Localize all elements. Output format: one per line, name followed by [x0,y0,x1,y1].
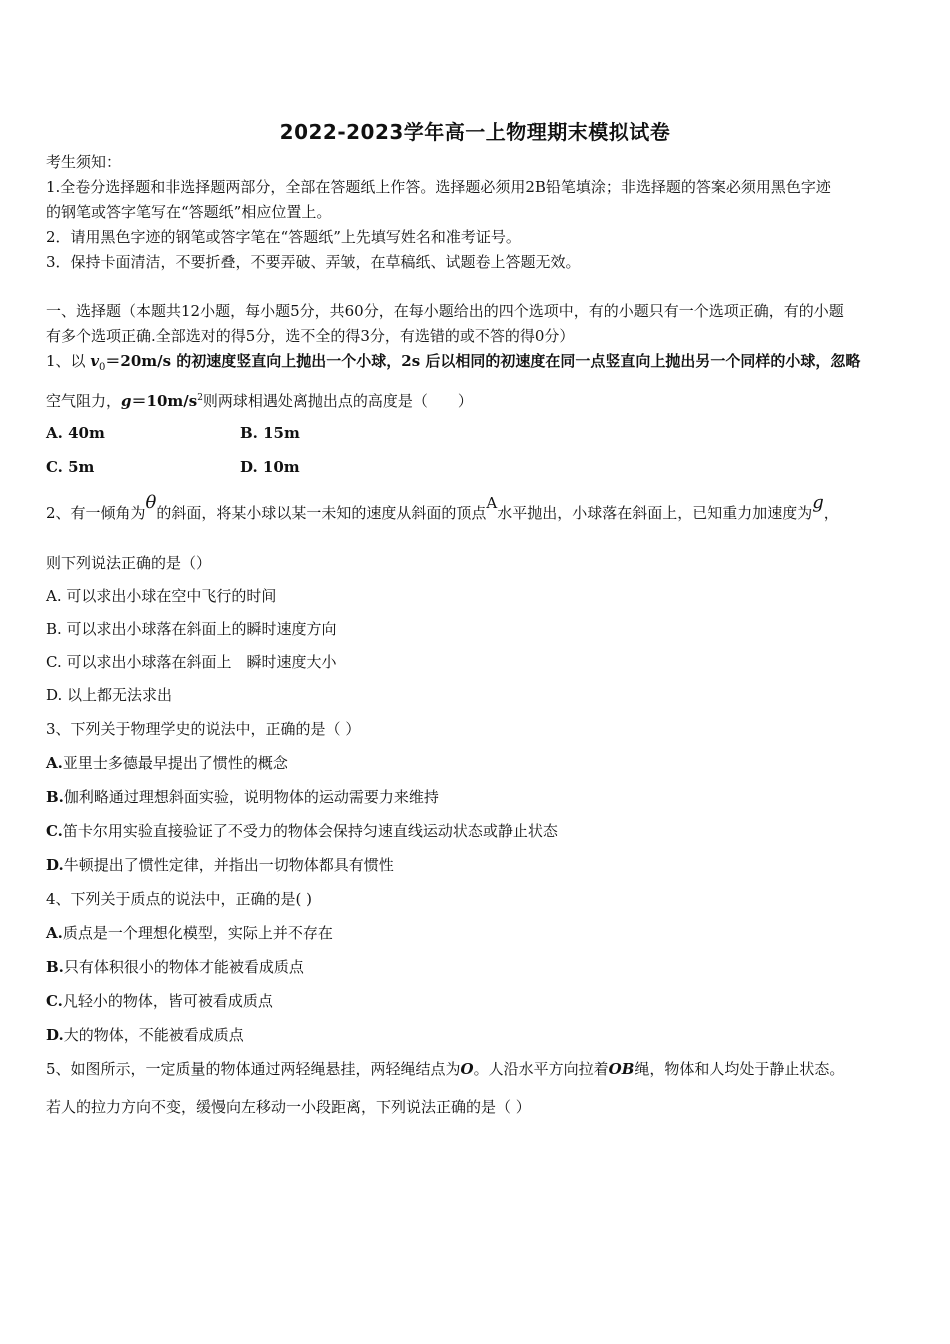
question-5-line-1: 5、如图所示，一定质量的物体通过两轻绳悬挂，两轻绳结点为O。人沿水平方向拉着OB绳，物体和人均处于静止状态。 [46,1060,845,1078]
question-3-stem: 3、下列关于物理学史的说法中，正确的是（ ） [46,720,361,738]
question-1-line-2: 空气阻力，$g=10m/s^2$则两球相遇处离抛出点的高度是（ ） [46,392,473,410]
notice-item-1: 1.全卷分选择题和非选择题两部分，全部在答题纸上作答。选择题必须用2B铅笔填涂；非选择题的答案必须用黑色字迹 [46,178,831,196]
question-1-option-d: D. 10m [240,458,300,476]
question-2-option-d: D. 以上都无法求出 [46,686,173,704]
question-1-option-a: A. 40m [46,424,105,442]
question-1-line-1: 1、以 $v_0=20m/s$ 的初速度竖直向上抛出一个小球，2s 后以相同的初速度在同一点竖直向上抛出另一个同样的小球，忽略 [46,352,861,373]
rope-ob: OB [608,1060,635,1078]
question-1-option-b: B. 15m [240,424,300,442]
question-3-option-c: C.笛卡尔用实验直接验证了不受力的物体会保持匀速直线运动状态或静止状态 [46,822,558,840]
question-2-line-2: 则下列说法正确的是（） [46,554,212,572]
question-3-option-b: B.伽利略通过理想斜面实验，说明物体的运动需要力来维持 [46,788,439,806]
question-4-option-d: D.大的物体，不能被看成质点 [46,1026,244,1044]
knot-point-o: O [460,1060,474,1078]
question-4-option-a: A.质点是一个理想化模型，实际上并不存在 [46,924,333,942]
gravity-g-symbol: g [812,492,824,513]
question-2-option-a: A. 可以求出小球在空中飞行的时间 [46,587,277,605]
question-1-option-c: C. 5m [46,458,95,476]
question-2-option-c: C. 可以求出小球落在斜面上 瞬时速度大小 [46,653,337,671]
question-2-option-b: B. 可以求出小球落在斜面上的瞬时速度方向 [46,620,337,638]
velocity-symbol: v [90,352,100,370]
question-3-option-a: A.亚里士多德最早提出了惯性的概念 [46,754,288,772]
section-intro-line-2: 有多个选项正确.全部选对的得5分，选不全的得3分，有选错的或不答的得0分） [46,327,575,345]
vertex-a-symbol: A [486,494,498,512]
question-4-option-b: B.只有体积很小的物体才能被看成质点 [46,958,304,976]
notice-item-2: 2．请用黑色字迹的钢笔或答字笔在“答题纸”上先填写姓名和准考证号。 [46,228,521,246]
page-title: 2022-2023学年高一上物理期末模拟试卷 [279,120,671,144]
question-4-stem: 4、下列关于质点的说法中，正确的是( ) [46,890,313,908]
question-2-line-1: 2、有一倾角为θ的斜面，将某小球以某一未知的速度从斜面的顶点A水平抛出，小球落在斜面上，已知重力加速度为g， [46,492,839,522]
notice-heading: 考生须知： [46,153,122,171]
notice-item-1-cont: 的钢笔或答字笔写在“答题纸”相应位置上。 [46,203,332,221]
theta-symbol: θ [145,492,157,513]
gravity-symbol: g [121,392,132,410]
question-3-option-d: D.牛顿提出了惯性定律，并指出一切物体都具有惯性 [46,856,394,874]
section-intro-line-1: 一、选择题（本题共12小题，每小题5分，共60分，在每小题给出的四个选项中，有的小题只有一个选项正确，有的小题 [46,302,844,320]
question-5-line-2: 若人的拉力方向不变，缓慢向左移动一小段距离，下列说法正确的是（ ） [46,1098,531,1116]
notice-item-3: 3．保持卡面清洁，不要折叠，不要弄破、弄皱，在草稿纸、试题卷上答题无效。 [46,253,581,271]
question-4-option-c: C.凡轻小的物体，皆可被看成质点 [46,992,273,1010]
